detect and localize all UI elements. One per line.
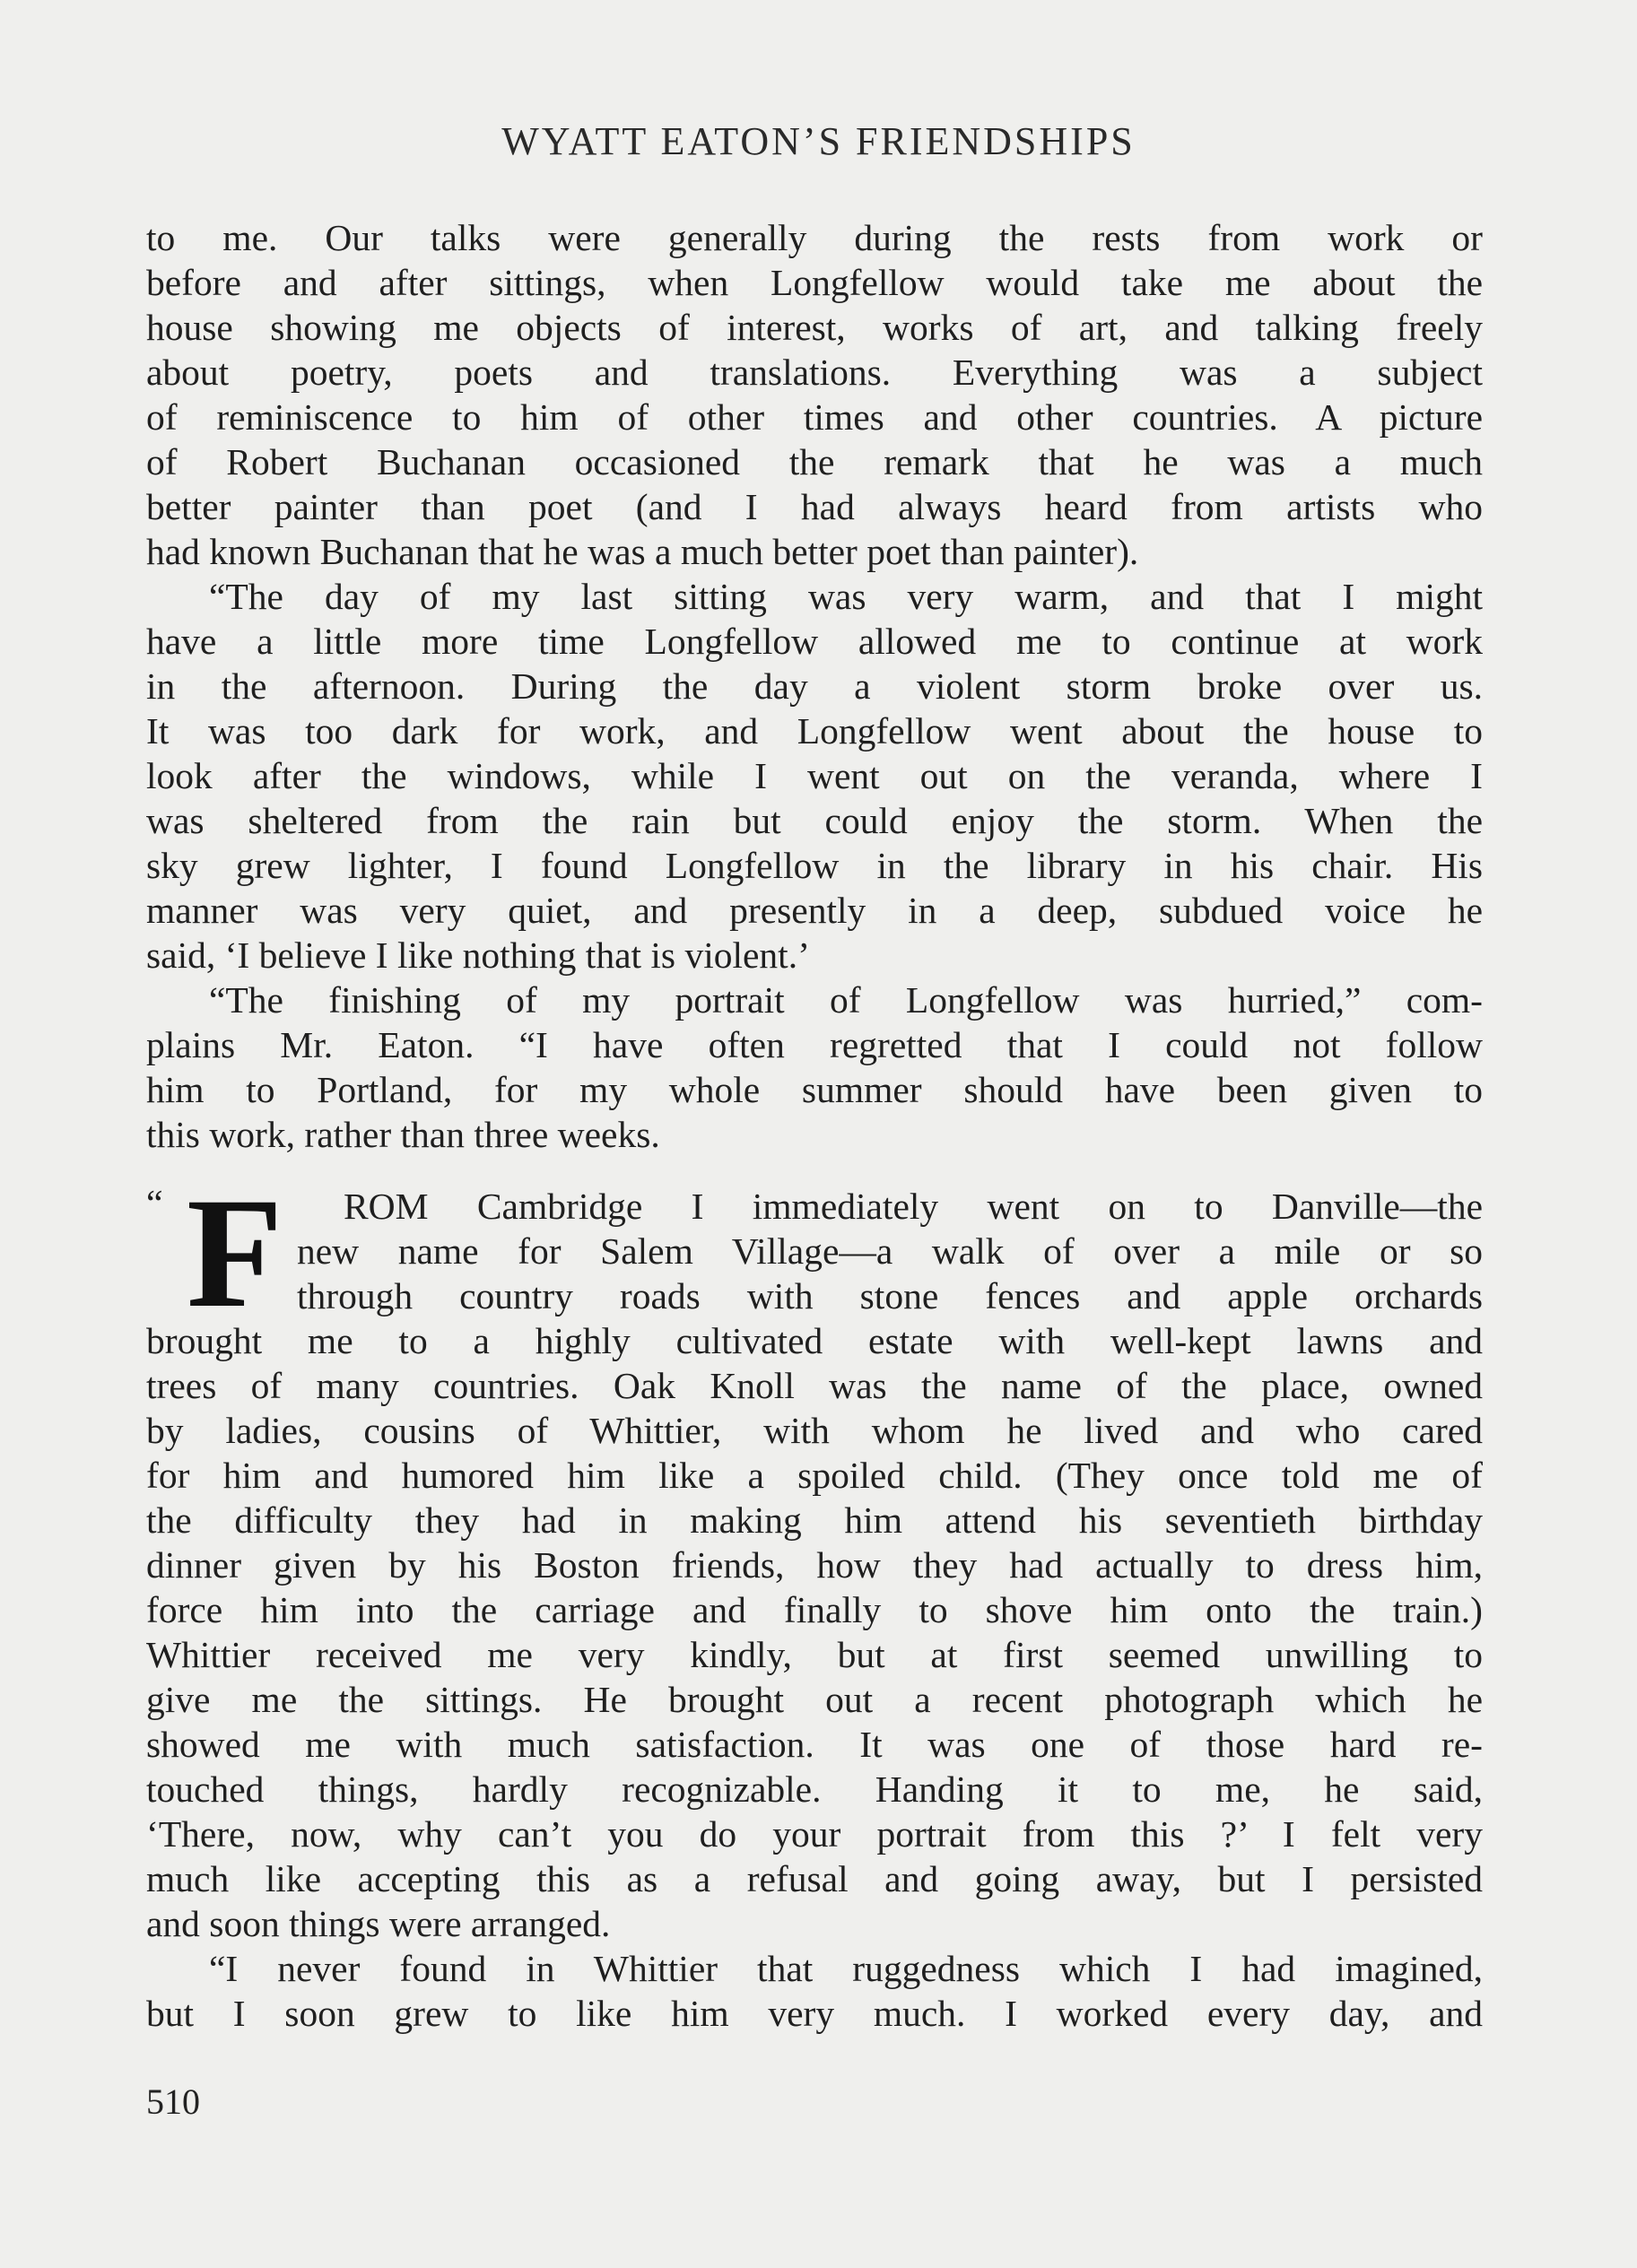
running-header: WYATT EATON’S FRIENDSHIPS bbox=[501, 119, 1136, 163]
text-line: in the afternoon. During the day a violent storm broke over us. bbox=[146, 665, 1483, 707]
text-line: sky grew lighter, I found Longfellow in the library in his chair. His bbox=[146, 845, 1483, 886]
text-line: ‘There, now, why can’t you do your portrait from this ?’ I felt very bbox=[146, 1813, 1483, 1855]
text-line: of Robert Buchanan occasioned the remark that he was a much bbox=[146, 441, 1483, 482]
text-line: plains Mr. Eaton. “I have often regretted that I could not follow bbox=[146, 1024, 1483, 1065]
text-line: for him and humored him like a spoiled child. (They once told me of bbox=[146, 1455, 1483, 1496]
text-line: “The day of my last sitting was very warm, and that I might bbox=[209, 576, 1483, 617]
text-line: showed me with much satisfaction. It was one of those hard re- bbox=[146, 1724, 1483, 1765]
text-line: to me. Our talks were generally during the rests from work or bbox=[146, 217, 1483, 258]
text-line: of reminiscence to him of other times and other countries. A picture bbox=[146, 396, 1483, 438]
text-line: said, ‘I believe I like nothing that is violent.’ bbox=[146, 934, 810, 976]
paragraph-1 bbox=[146, 215, 1483, 574]
section-break bbox=[146, 1157, 1483, 1184]
text-line: through country roads with stone fences and apple orchards bbox=[297, 1275, 1483, 1316]
text-line: but I soon grew to like him very much. I worked every day, and bbox=[146, 1993, 1483, 2034]
text-line: It was too dark for work, and Longfellow went about the house to bbox=[146, 710, 1483, 752]
page-number: 510 bbox=[146, 2081, 200, 2122]
text-line: Whittier received me very kindly, but at first seemed unwilling to bbox=[146, 1634, 1483, 1675]
text-line: trees of many countries. Oak Knoll was the name of the place, owned bbox=[146, 1365, 1483, 1406]
text-line: new name for Salem Village—a walk of over a mile or so bbox=[297, 1230, 1483, 1272]
paragraph-2 bbox=[146, 574, 1483, 978]
text-line: house showing me objects of interest, works of art, and talking freely bbox=[146, 307, 1483, 348]
text-line: better painter than poet (and I had always heard from artists who bbox=[146, 486, 1483, 527]
text-line: had known Buchanan that he was a much better poet than painter). bbox=[146, 531, 1139, 572]
text-line: touched things, hardly recognizable. Handing it to me, he said, bbox=[146, 1768, 1483, 1810]
text-line: the difficulty they had in making him attend his seventieth birthday bbox=[146, 1499, 1483, 1541]
paragraph-5 bbox=[146, 1946, 1483, 2036]
text-line: look after the windows, while I went out on the veranda, where I bbox=[146, 755, 1483, 796]
paragraph-3 bbox=[146, 978, 1483, 1157]
text-line: before and after sittings, when Longfellow would take me about the bbox=[146, 262, 1483, 303]
text-line: was sheltered from the rain but could enjoy the storm. When the bbox=[146, 800, 1483, 841]
text-line: force him into the carriage and finally to shove him onto the train.) bbox=[146, 1589, 1483, 1630]
text-line: much like accepting this as a refusal and going away, but I persisted bbox=[146, 1858, 1483, 1899]
text-line: manner was very quiet, and presently in a deep, subdued voice he bbox=[146, 890, 1483, 931]
text-line: by ladies, cousins of Whittier, with whom he lived and who cared bbox=[146, 1410, 1483, 1451]
text-line: ROM Cambridge I immediately went on to Danville—the bbox=[344, 1186, 1483, 1227]
text-line: give me the sittings. He brought out a recent photograph which he bbox=[146, 1679, 1483, 1720]
text-line: about poetry, poets and translations. Everything was a subject bbox=[146, 352, 1483, 393]
body-text bbox=[146, 215, 1483, 2036]
text-line: “The finishing of my portrait of Longfellow was hurried,” com- bbox=[209, 979, 1483, 1021]
text-line: him to Portland, for my whole summer should have been given to bbox=[146, 1069, 1483, 1110]
text-line: “I never found in Whittier that ruggedness which I had imagined, bbox=[209, 1948, 1483, 1989]
text-line: have a little more time Longfellow allowed me to continue at work bbox=[146, 621, 1483, 662]
text-line: brought me to a highly cultivated estate with well-kept lawns and bbox=[146, 1320, 1483, 1361]
text-line: and soon things were arranged. bbox=[146, 1903, 611, 1944]
opening-quote-mark: “ bbox=[146, 1184, 163, 1225]
text-line: dinner given by his Boston friends, how they had actually to dress him, bbox=[146, 1544, 1483, 1586]
text-line: this work, rather than three weeks. bbox=[146, 1114, 660, 1155]
drop-cap-letter: F bbox=[187, 1166, 283, 1341]
paragraph-4 bbox=[146, 1166, 1483, 1946]
